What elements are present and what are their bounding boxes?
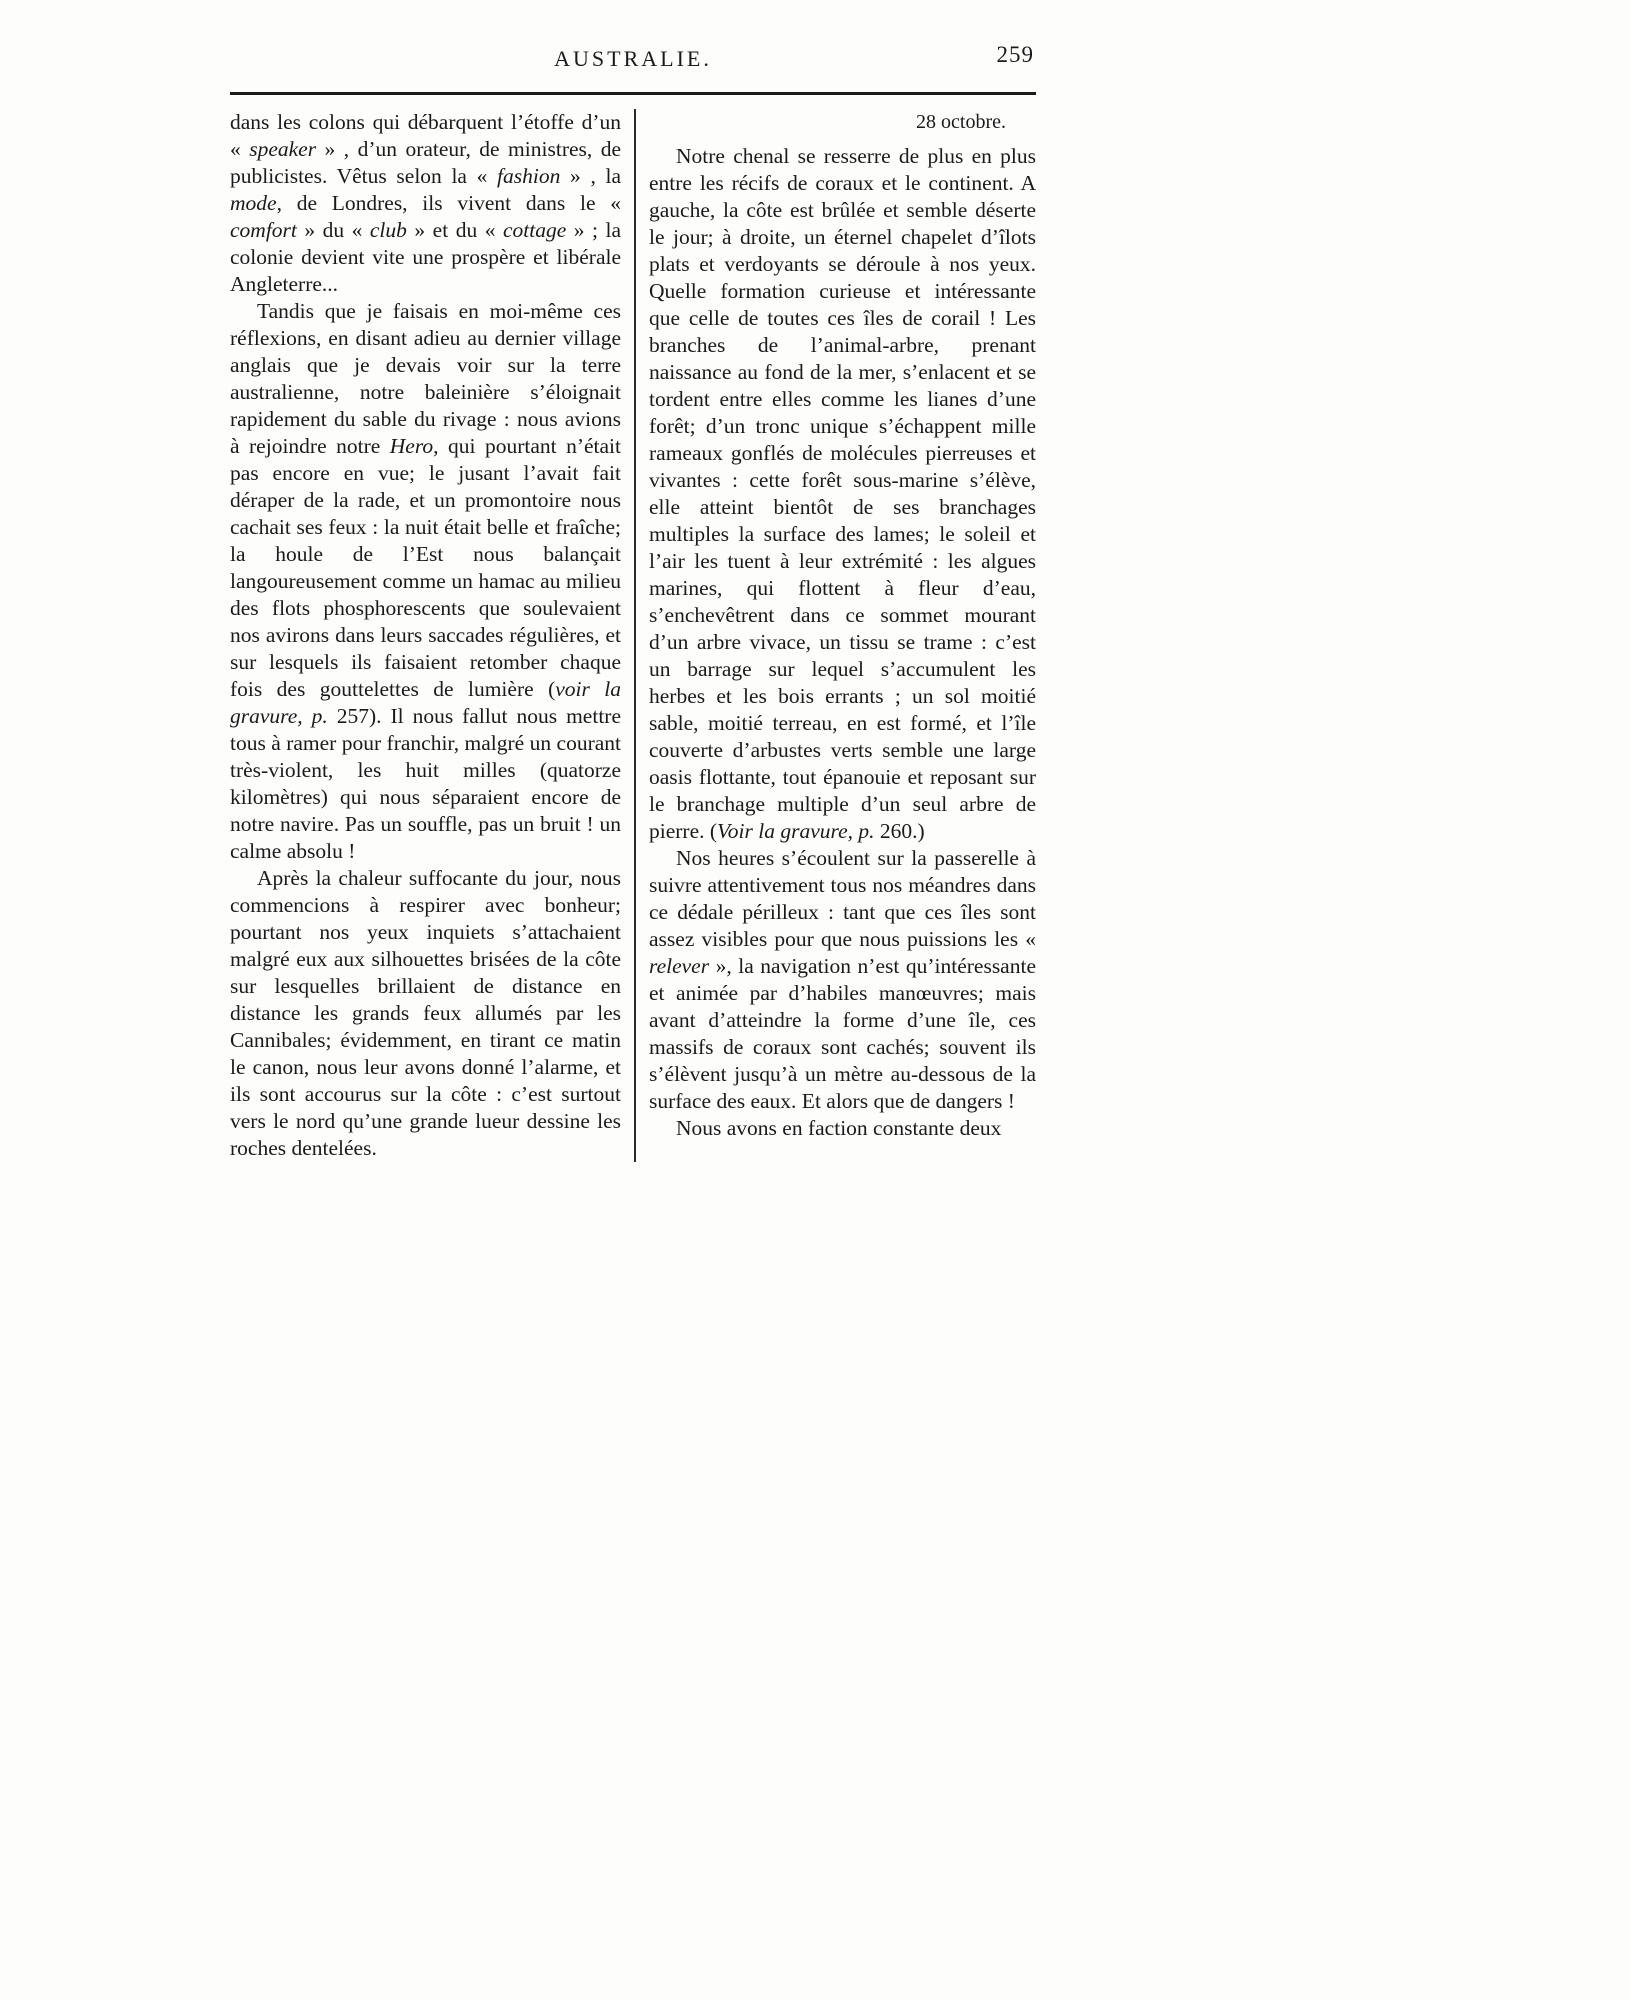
column-divider	[634, 109, 636, 1162]
right-column-paras	[649, 143, 1036, 1142]
paragraph: Après la chaleur suffocante du jour, nous commencions à respirer avec bonheur; pourtant nos yeux inquiets s’attachaient malgré eux aux silhouettes brisées de la côte sur lesquelles brillaient de distance en distance les grands feux allumés par les Cannibales; évidemment, en tirant ce matin le canon, nous leur avons donné l’alarme, et ils sont accourus sur la côte : c’est surtout vers le nord qu’une grande lueur dessine les roches dentelées.	[230, 866, 621, 1160]
text-columns	[230, 109, 1036, 1162]
header-rule	[230, 92, 1036, 95]
page-header	[230, 40, 1036, 84]
paragraph: Notre chenal se resserre de plus en plus entre les récifs de coraux et le continent. A gauche, la côte est brûlée et semble déserte le jour; à droite, un éternel chapelet d’îlots plats et verdoyants se déroule à nos yeux. Quelle formation curieuse et intéressante que celle de toutes ces îles de corail ! Les branches de l’animal-arbre, prenant naissance au fond de la mer, s’enlacent et se tordent entre elles comme les lianes d’une forêt; d’un tronc unique s’échappent mille rameaux gonflés de molécules pierreuses et vivantes : cette forêt sous-marine s’élève, elle atteint bientôt de ses branchages multiples la surface des lames; le soleil et l’air les tuent à leur extrémité : les algues marines, qui flottent à fleur d’eau, s’enchevêtrent dans ce sommet mourant d’un arbre vivace, un tissu se trame : c’est un barrage sur lequel s’accumulent les herbes et les bois errants ; un sol moitié sable, moitié terreau, en est formé, et l’île couverte d’arbustes verts semble une large oasis flottante, tout épanouie et reposant sur le branchage multiple d’un seul arbre de pierre. (Voir la gravure, p. 260.)	[649, 144, 1036, 843]
page-title: AUSTRALIE.	[554, 46, 712, 71]
book-page	[230, 40, 1036, 1162]
paragraph: Nous avons en faction constante deux	[676, 1116, 1002, 1140]
page-number: 259	[996, 42, 1034, 67]
left-column	[230, 109, 621, 1162]
date-line: 28 octobre.	[916, 111, 1006, 133]
right-column	[649, 109, 1036, 1162]
paragraph: dans les colons qui débarquent l’étoffe d’un « speaker » , d’un orateur, de ministres, de publicistes. Vêtus selon la « fashion » , la mode, de Londres, ils vivent dans le « comfort » du « club » et du « cottage » ; la colonie devient vite une prospère et libérale Angleterre...	[230, 110, 622, 296]
paragraph: Nos heures s’écoulent sur la passerelle à suivre attentivement tous nos méandres dans ce dédale périlleux : tant que ces îles sont assez visibles pour que nous puissions les « relever », la navigation n’est qu’intéressante et animée par d’habiles manœuvres; mais avant d’atteindre la forme d’une île, ces massifs de coraux sont cachés; souvent ils s’élèvent jusqu’à un mètre au-dessous de la surface des eaux. Et alors que de dangers !	[649, 846, 1036, 1113]
paragraph: Tandis que je faisais en moi-même ces réflexions, en disant adieu au dernier village anglais que je devais voir sur la terre australienne, notre baleinière s’éloignait rapidement du sable du rivage : nous avions à rejoindre notre Hero, qui pourtant n’était pas encore en vue; le jusant l’avait fait déraper de la rade, et un promontoire nous cachait ses feux : la nuit était belle et fraîche; la houle de l’Est nous balançait langoureusement comme un hamac au milieu des flots phosphorescents que soulevaient nos avirons dans leurs saccades régulières, et sur lesquels ils faisaient retomber chaque fois des gouttelettes de lumière (voir la gravure, p. 257). Il nous fallut nous mettre tous à ramer pour franchir, malgré un courant très-violent, les huit milles (quatorze kilomètres) qui nous séparaient encore de notre navire. Pas un souffle, pas un bruit ! un calme absolu !	[230, 299, 622, 863]
